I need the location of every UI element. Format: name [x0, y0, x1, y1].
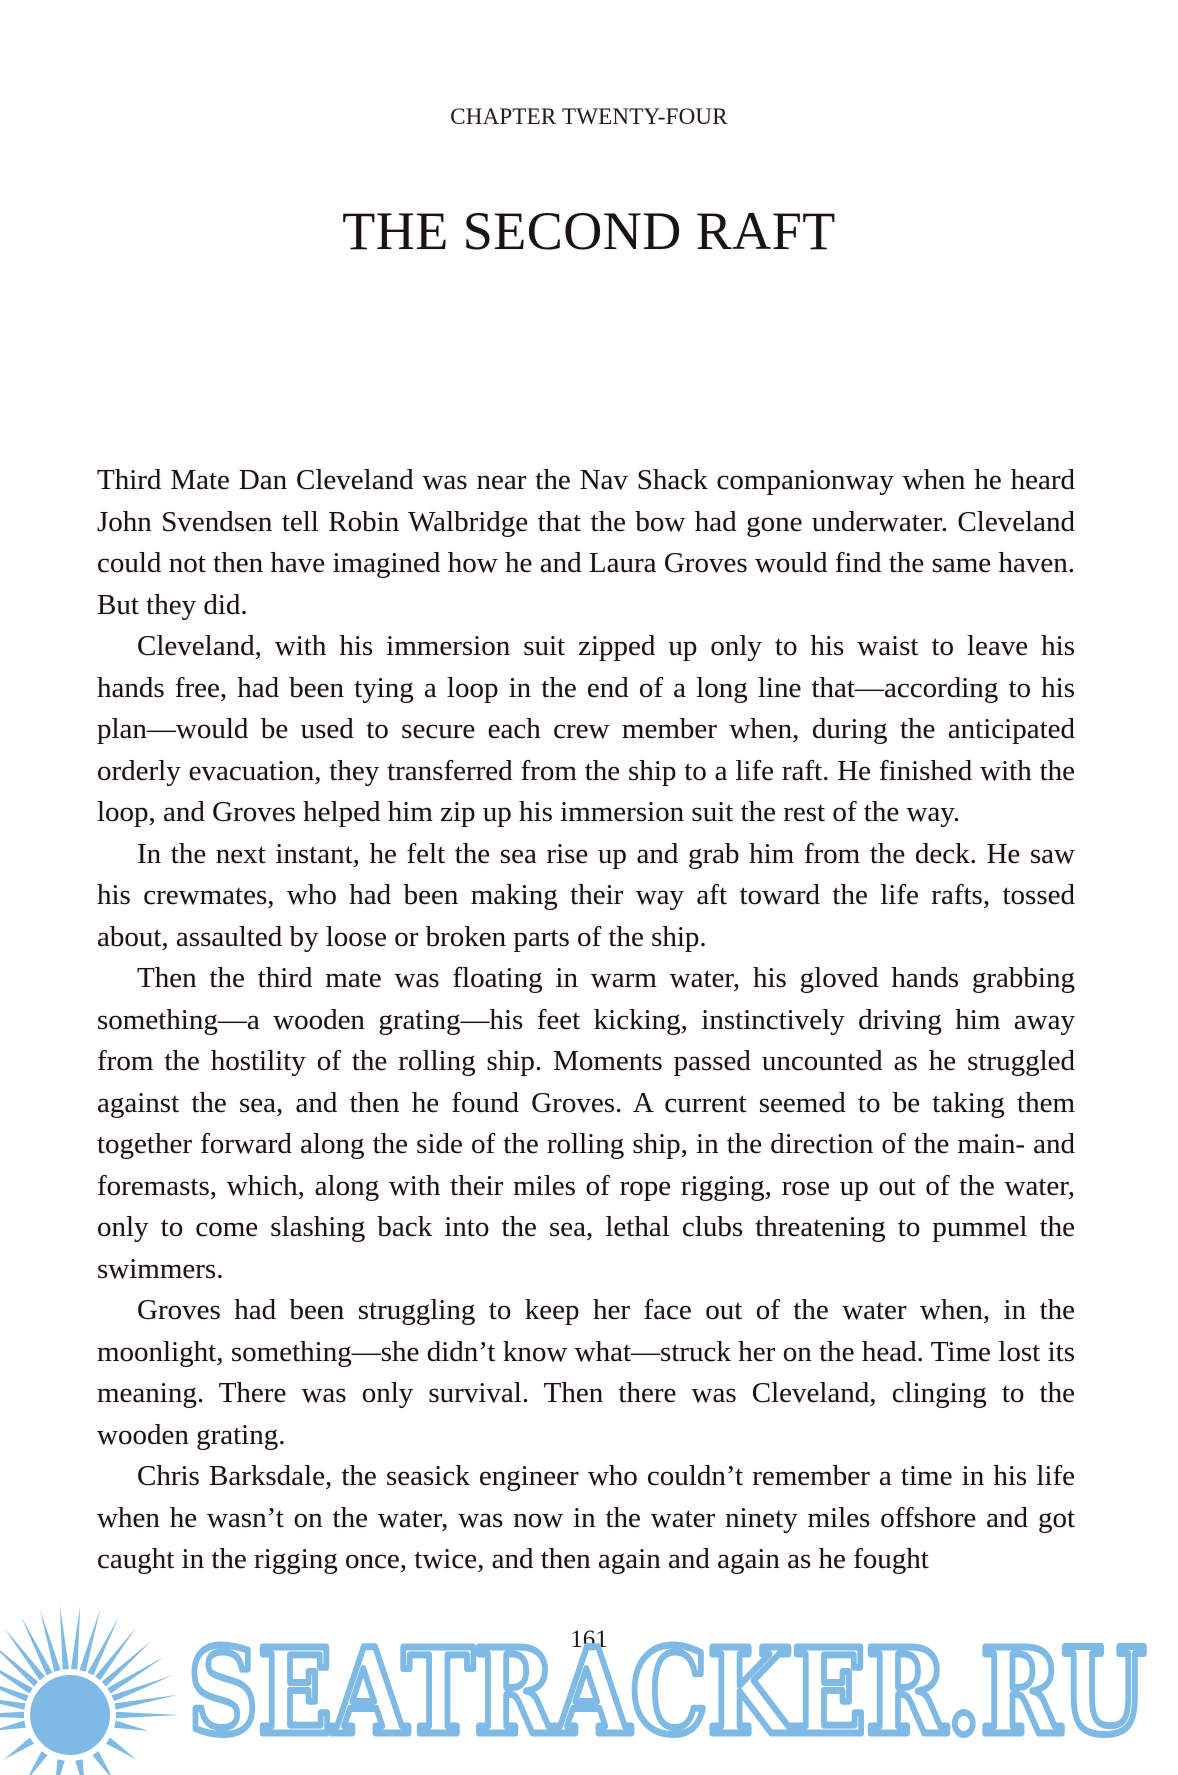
paragraph: Third Mate Dan Cleveland was near the Nav Shack companionway when he heard John Svendsen tell Robin Walbridge that the bow had gone underwater. Cleveland could not then have imagined how he and Laura Groves would find the same haven. But they did. — [97, 464, 1075, 621]
sun-disc — [30, 1675, 110, 1755]
sun-ray — [116, 1712, 180, 1718]
sun-ray — [0, 1695, 26, 1710]
sun-ray — [75, 1759, 85, 1775]
paragraph: In the next instant, he felt the sea rise up and grab him from the deck. He saw his crewmates, who had been making their way aft toward the life rafts, tossed about, assaulted by loose or broken parts of the ship. — [97, 837, 1075, 953]
sun-ray — [4, 1738, 34, 1760]
body-text — [97, 460, 1075, 1581]
chapter-title: THE SECOND RAFT — [342, 201, 836, 261]
sun-ray — [54, 1759, 64, 1775]
watermark-graphic — [0, 1595, 1178, 1775]
sun-ray — [112, 1675, 173, 1701]
sun-ray — [0, 1721, 26, 1731]
paragraph: Chris Barksdale, the seasick engineer who couldn’t remember a time in his life when he wasn’t on the water, was now in the water ninety miles offshore and got caught in the rigging once, twice, and then again and again as he fought — [97, 1460, 1075, 1575]
sun-ray — [0, 1675, 28, 1701]
sun-ray — [0, 1712, 24, 1718]
watermark-text: SEATRACKER.RU — [188, 1622, 1146, 1761]
sun-ray — [114, 1721, 148, 1731]
paragraph: Groves had been struggling to keep her face out of the water when, in the moonlight, something—she didn’t know what—struck her on the head. Time lost its meaning. There was only survival. Then there was Cleveland, clinging to the wooden grating. — [97, 1294, 1075, 1451]
page-number: 161 — [570, 1626, 608, 1653]
paragraph: Then the third mate was floating in warm water, his gloved hands grabbing something—a wooden grating—his feet kicking, instinctively driving him away from the hostility of the rolling ship. Moments passed uncounted as he struggled against the sea, and then he found Groves. A current seemed to be taking them together forward along the side of the rolling ship, in the direction of the main- and foremasts, which, along with their miles of rope rigging, rose up out of the water, only to come slashing back into the sea, lethal clubs threatening to pummel the swimmers. — [97, 962, 1075, 1285]
sun-ray — [107, 1657, 163, 1694]
watermark — [0, 1595, 1178, 1775]
sun-ray — [115, 1695, 179, 1710]
paragraph: Cleveland, with his immersion suit zipped up only to his waist to leave his hands free, had been tying a loop in the end of a long line that—according to his plan—would be used to secure each crew member when, during the anticipated orderly evacuation, they transferred from the ship to a life raft. He finished with the loop, and Groves helped him zip up his immersion suit the rest of the way. — [97, 630, 1075, 828]
sun-ray — [26, 1751, 48, 1775]
sun-ray — [0, 1657, 33, 1694]
chapter-label: CHAPTER TWENTY-FOUR — [450, 104, 728, 129]
sun-ray — [92, 1751, 114, 1775]
sun-ray — [106, 1738, 136, 1760]
